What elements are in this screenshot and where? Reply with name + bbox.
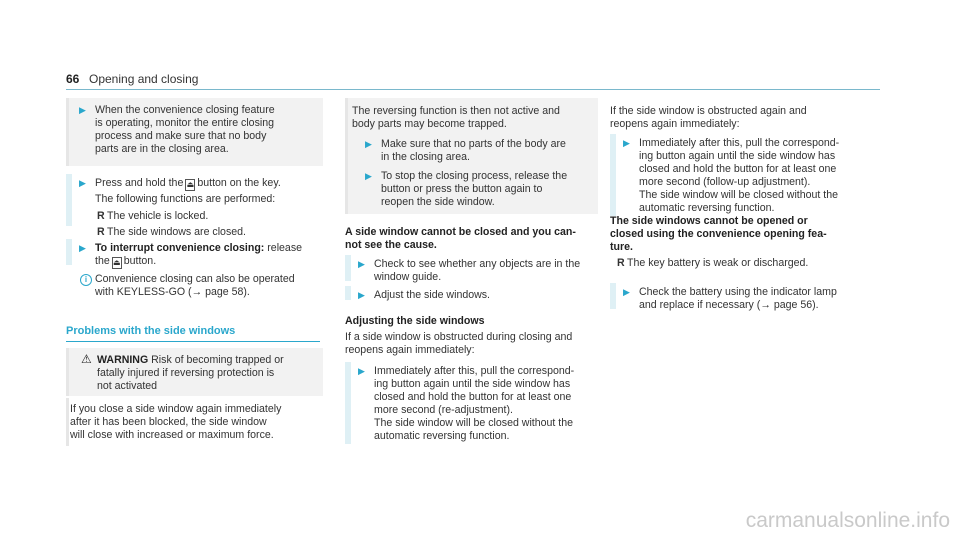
text-line: process and make sure that no body: [95, 130, 267, 142]
bullet-text: The key battery is weak or discharged.: [627, 257, 809, 269]
step-text: [639, 286, 869, 312]
text-line: When the convenience closing feature: [95, 104, 275, 116]
step-text: Adjust the side windows.: [374, 289, 491, 301]
step-text: [374, 365, 584, 443]
text-line: Check to see whether any objects are in the: [374, 258, 581, 270]
step-arrow-icon: ▶: [365, 171, 372, 181]
text-line: The side window will be closed without the: [374, 417, 574, 429]
text-span: release: [264, 242, 303, 254]
text-line: parts are in the closing area.: [95, 143, 229, 155]
text-span: the: [95, 255, 110, 267]
col3-heading: [610, 215, 870, 254]
intro-step-text: [95, 104, 305, 156]
text-line: more second (follow-up adjustment).: [639, 176, 811, 188]
text-line: and replace if necessary (→ page 56).: [639, 299, 819, 311]
header-divider: [66, 89, 880, 90]
text-line: Immediately after this, pull the correspond-: [374, 365, 575, 377]
col3-stepD: [610, 137, 870, 217]
text-line: with KEYLESS-GO (→ page 58).: [95, 286, 250, 298]
page-title: Opening and closing: [89, 72, 199, 86]
step-arrow-icon: ▶: [79, 243, 86, 253]
text-line: reopen the side window.: [381, 196, 495, 208]
text-line: If a side window is obstructed during closing and: [345, 331, 573, 343]
step-arrow-icon: ▶: [623, 287, 630, 297]
col2-stepC: [345, 365, 595, 445]
col2-subbody: [345, 331, 600, 357]
text-line: Immediately after this, pull the correspond-: [639, 137, 840, 149]
step-text: [95, 242, 325, 269]
text-line: closed using the convenience opening fea-: [610, 228, 827, 240]
bullet-icon: R: [617, 257, 625, 269]
warning-text: [97, 354, 317, 393]
key-button-icon: ⏏: [112, 258, 121, 267]
text-line: If you close a side window again immediately: [70, 403, 282, 415]
text-line: Make sure that no parts of the body are: [381, 138, 566, 150]
text-line: is operating, monitor the entire closing: [95, 117, 275, 129]
bullet-text: The side windows are closed.: [107, 226, 246, 238]
text-line: ing button again until the side window has: [639, 150, 836, 162]
warning-icon: [81, 353, 92, 367]
text-line: The side window will be closed without the: [639, 189, 839, 201]
step-arrow-icon: ▶: [623, 138, 630, 148]
section-title: Problems with the side windows: [66, 325, 236, 337]
col2-box-step1: [345, 138, 595, 166]
text-line: in the closing area.: [381, 151, 470, 163]
text-line: will close with increased or maximum force.: [70, 429, 274, 441]
text-line: after it has been blocked, the side window: [70, 416, 267, 428]
text-line: The reversing function is then not active and: [352, 105, 560, 117]
text-line: ture.: [610, 241, 633, 253]
section-divider: [66, 341, 320, 342]
text-span: Press and hold the: [95, 177, 184, 189]
text-span: To interrupt convenience closing:: [95, 242, 265, 254]
text-line: more second (re-adjustment).: [374, 404, 513, 416]
step-text: [95, 177, 325, 191]
text-line: body parts may become trapped.: [352, 118, 507, 130]
text-line: not activated: [97, 380, 158, 392]
text-line: closed and hold the button for at least one: [639, 163, 837, 175]
text-line: fatally injured if reversing protection is: [97, 367, 275, 379]
text-line: ing button again until the side window has: [374, 378, 571, 390]
info-note: [80, 273, 92, 286]
bullet-text: The vehicle is locked.: [107, 210, 209, 222]
text-line: Check the battery using the indicator lamp: [639, 286, 837, 298]
step-text: [381, 170, 591, 209]
info-icon: i: [80, 274, 92, 286]
step-press-hold: [66, 177, 320, 191]
col2-stepB: [345, 289, 595, 303]
col2-box-step2: [345, 170, 595, 210]
text-line: button or press the button again to: [381, 183, 543, 195]
col2-subheading: Adjusting the side windows: [345, 315, 485, 327]
page-number: 66: [66, 72, 80, 86]
text-line: The side windows cannot be opened or: [610, 215, 808, 227]
step-text: [381, 138, 591, 164]
text-line: To stop the closing process, release the: [381, 170, 568, 182]
text-line: If the side window is obstructed again and: [610, 105, 807, 117]
text-line: reopens again immediately:: [610, 118, 740, 130]
text-span: Risk of becoming trapped or: [148, 354, 284, 366]
bullet-icon: R: [97, 226, 105, 238]
step-text: [374, 258, 584, 284]
step-arrow-icon: ▶: [358, 290, 365, 300]
text-line: window guide.: [374, 271, 442, 283]
col3-intro: [610, 105, 870, 131]
step-arrow-icon: ▶: [358, 259, 365, 269]
step-interrupt: [66, 242, 320, 270]
col2-heading: [345, 226, 600, 252]
text-span: button on the key.: [197, 177, 281, 189]
warning-body: [70, 403, 320, 442]
step-arrow-icon: ▶: [365, 139, 372, 149]
step-arrow-icon: ▶: [79, 105, 86, 115]
intro-step: [66, 104, 316, 160]
text-line: closed and hold the button for at least one: [374, 391, 572, 403]
watermark: carmanualsonline.info: [745, 509, 950, 532]
info-text: [95, 273, 325, 299]
following-text: The following functions are performed:: [95, 193, 276, 205]
step-arrow-icon: ▶: [358, 366, 365, 376]
text-line: reopens again immediately:: [345, 344, 475, 356]
step-text: [639, 137, 869, 215]
text-line: Convenience closing can also be operated: [95, 273, 295, 285]
key-button-icon: ⏏: [186, 180, 195, 189]
step-arrow-icon: ▶: [79, 178, 86, 188]
col2-stepA: [345, 258, 595, 286]
text-line: A side window cannot be closed and you can-: [345, 226, 576, 238]
text-line: not see the cause.: [345, 239, 437, 251]
text-line: automatic reversing function.: [374, 430, 510, 442]
col3-stepE: [610, 286, 870, 314]
text-span: button.: [123, 255, 157, 267]
col2-box-text: [352, 105, 592, 131]
warning-triangle-icon: ⚠: [81, 352, 92, 366]
text-line: automatic reversing function.: [639, 202, 775, 214]
text-span: WARNING: [97, 354, 149, 366]
bullet-icon: R: [97, 210, 105, 222]
